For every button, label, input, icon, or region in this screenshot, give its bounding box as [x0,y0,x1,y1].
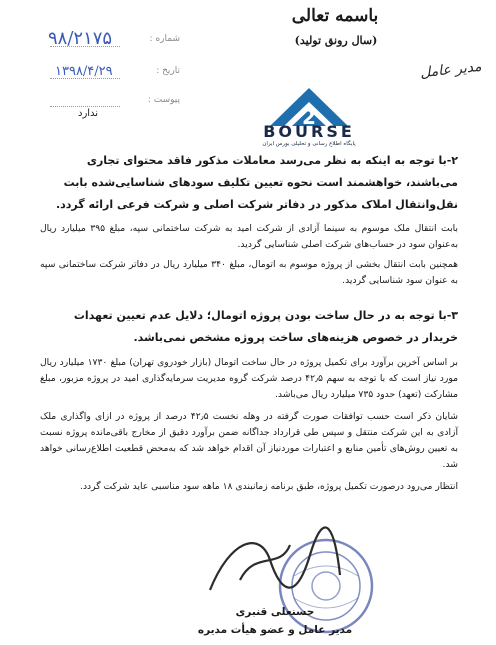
year-slogan: (سال رونق تولید) [294,34,378,47]
handwritten-signature [200,520,350,610]
number-label: شماره : [149,34,180,44]
section-3-para-1: بر اساس آخرین برآورد برای تکمیل پروژه در حال ساخت اتومال (بازار خودروی تهران) مبلغ ۱۷۳۰ میلیارد ریال مورد نیاز است که با توجه به سهم ۴۲٫۵ درصد شرکت گروه مدیریت سرمایه‌گذاری امید در پروژه مزبور، مبلغ مشارکت (تعهد) حدود ۷۳۵ میلیارد ریال می‌باشد. [40,357,458,400]
signatory-name: حسنعلی قنبری [235,606,315,618]
svg-text:2: 2 [302,105,316,129]
attachment-label: پیوست : [147,95,180,105]
date-value: ۱۳۹۸/۴/۲۹ [55,64,113,79]
attachment-line [50,106,120,107]
bourse-logo [236,84,382,152]
signatory-title: مدیر عامل و عضو هیأت مدیره [197,624,353,636]
section-2-title: ۲-با توجه به اینکه به نظر می‌رسد معاملات مذکور فاقد محتوای تجاری می‌باشند، خواهشمند است نحوه تعیین تکلیف سودهای شناسایی‌شده بابت نقل‌وانتقال املاک مذکور در دفاتر شرکت اصلی و شرکت فرعی ارائه گردد. [55,154,458,211]
date-label: تاریخ : [156,66,180,76]
closing-paragraph: انتظار می‌رود درصورت تکمیل پروژه، طبق برنامه زمانبندی ۱۸ ماهه سود مناسبی عاید شرکت گردد. [80,481,458,492]
attachment-value: ندارد [78,108,99,119]
letter-body [40,150,458,495]
section-2-para-1: بابت انتقال ملک موسوم به سینما آزادی از شرکت امید به شرکت ساختمانی سپه، مبلغ ۳۹۵ میلیارد ریال به‌عنوان سود در حساب‌های شرکت اصلی شناسایی گردید. [40,223,458,250]
heading-basmeh-taala: باسمه تعالی [291,6,379,26]
bourse-logo-tagline: پایگاه اطلاع رسانی و تحلیلی بورس ایران [262,141,356,147]
bourse-logo-brand: BOURSE [263,122,355,141]
number-value: ۹۸/۲۱۷۵ [48,28,113,49]
section-3-para-2: شایان ذکر است حسب توافقات صورت گرفته در وهله نخست ۴۲٫۵ درصد از پروژه در ازای واگذاری ملک آزادی به این شرکت منتقل و سپس طی قرارداد جداگانه ضمن برآورد دقیق از مخارج باقی‌مانده پروژه نسبت به تعیین روش‌های تأمین منابع و اعتبارات موردنیاز آن اقدام خواهد شد که به‌محض قطعیت اطلاع‌رسانی خواهد شد. [40,411,458,470]
section-3-title: ۳-با توجه به در حال ساخت بودن پروژه اتومال؛ دلایل عدم تعیین تعهدات خریدار در خصوص هزینه‌های ساخت پروژه مشخص نمی‌باشد. [73,309,458,344]
handwritten-signature-icon [200,520,350,610]
recipient-handwritten: مدیر عامل [419,58,483,82]
section-2-para-2: همچنین بابت انتقال بخشی از پروژه موسوم به اتومال، مبلغ ۳۴۰ میلیارد ریال در دفاتر شرکت ساختمانی سپه به عنوان سود شناسایی گردید. [40,259,458,286]
